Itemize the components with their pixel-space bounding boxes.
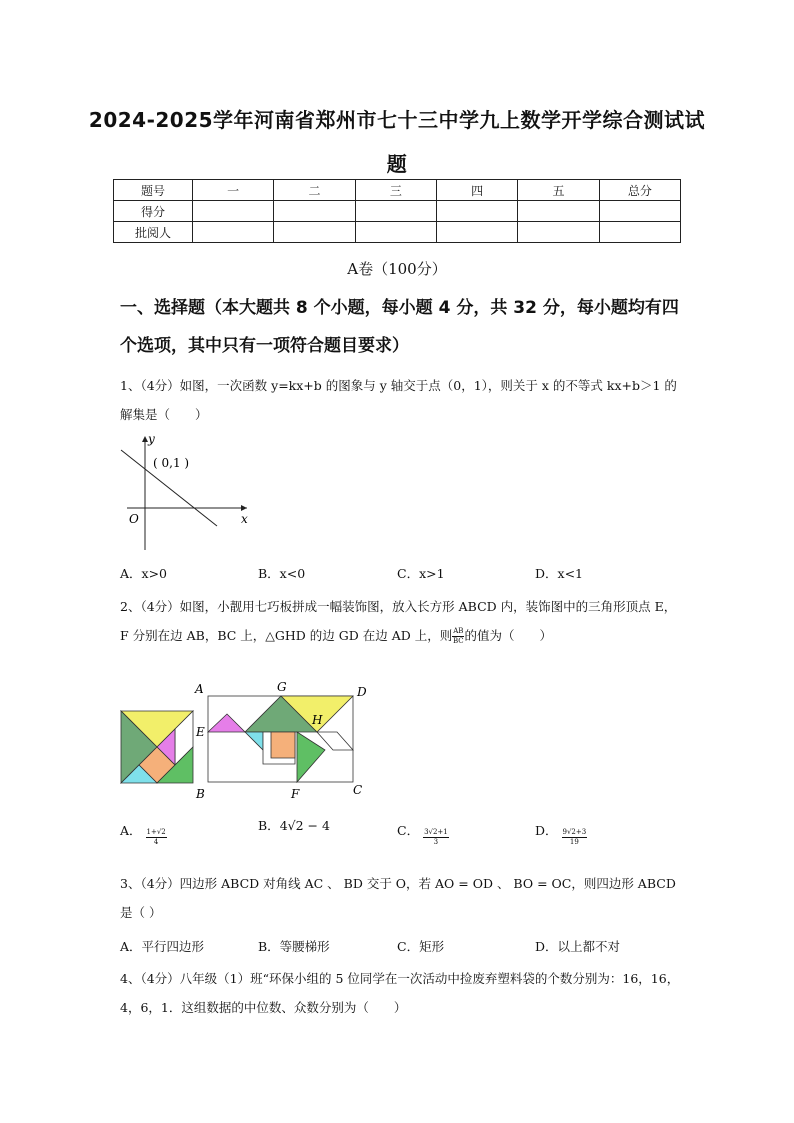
- table-cell: [599, 222, 680, 243]
- question-2-body: 2、（4分）如图，小靓用七巧板拼成一幅装饰图，放入长方形 ABCD 内，装饰图中的三角形顶点 E，F 分别在边 AB，BC 上，△GHD 的边 GD 在边 AD 上，则: [120, 599, 677, 643]
- x-axis-label: x: [241, 512, 248, 526]
- table-cell: [518, 222, 599, 243]
- question-2-tail: 的值为（ ）: [464, 628, 552, 643]
- q1-option-a: A．x>0: [120, 566, 168, 581]
- question-1-text: 1、（4分）如图，一次函数 y=kx+b 的图象与 y 轴交于点（0，1），则关于 x 的不等式 kx+b＞1 的解集是（ ）: [120, 378, 677, 422]
- label-d: D: [357, 685, 367, 699]
- q3-option-b: B．等腰梯形: [258, 939, 330, 954]
- doc-title-line1: 2024-2025学年河南省郑州市七十三中学九上数学开学综合测试试: [88, 108, 706, 132]
- q3-option-a: A．平行四边形: [120, 939, 205, 954]
- q2-tangram-figure: [115, 678, 375, 804]
- label-f: F: [291, 787, 300, 801]
- score-table: [113, 179, 681, 243]
- table-row: [114, 201, 681, 222]
- label-a: A: [195, 682, 204, 696]
- ratio-fraction: $\frac{AB}{BC}$: [453, 627, 464, 645]
- table-cell: [436, 201, 517, 222]
- label-h: H: [312, 713, 323, 727]
- q2-option-c: C． $\frac{3√2+1}{3}$: [397, 823, 448, 846]
- q1-option-c: C．x>1: [397, 566, 445, 581]
- table-cell: 四: [436, 180, 517, 201]
- table-cell: 题号: [114, 180, 193, 201]
- q3-option-d: D．以上都不对: [535, 939, 621, 954]
- label-e: E: [196, 725, 205, 739]
- table-cell: [355, 222, 436, 243]
- table-cell: [355, 201, 436, 222]
- table-row: [114, 222, 681, 243]
- table-cell: 三: [355, 180, 436, 201]
- table-cell: 批阅人: [114, 222, 193, 243]
- part1-heading: 一、选择题（本大题共 8 个小题，每小题 4 分，共 32 分，每小题均有四个选项，其中只有一项符合题目要求）: [120, 298, 679, 356]
- table-cell: 得分: [114, 201, 193, 222]
- label-c: C: [353, 783, 363, 797]
- table-cell: [436, 222, 517, 243]
- x-axis-arrow-icon: [241, 505, 247, 511]
- table-cell: [274, 222, 355, 243]
- label-g: G: [277, 680, 287, 694]
- y-axis-label: y: [148, 432, 155, 446]
- question-4-text: 4、（4分）八年级（1）班“环保小组的 5 位同学在一次活动中捡废弃塑料袋的个数分别为：16，16，4，6，1．这组数据的中位数、众数分别为（ ）: [120, 971, 680, 1015]
- q1-option-d: D．x<1: [535, 566, 583, 581]
- table-row: [114, 180, 681, 201]
- question-2-text: [120, 592, 680, 650]
- table-cell: 总分: [599, 180, 680, 201]
- tangram-square: [121, 711, 193, 783]
- origin-label: O: [129, 512, 139, 526]
- table-cell: [599, 201, 680, 222]
- tangram-decoration: [208, 696, 353, 782]
- table-cell: 二: [274, 180, 355, 201]
- table-cell: 五: [518, 180, 599, 201]
- table-cell: [193, 201, 274, 222]
- q1-graph-figure: [115, 432, 255, 552]
- table-cell: 一: [193, 180, 274, 201]
- q1-option-b: B．x<0: [258, 566, 306, 581]
- table-cell: [193, 222, 274, 243]
- question-3-text: 3、（4分）四边形 ABCD 对角线 AC 、 BD 交于 O，若 AO = OD 、 BO = OC，则四边形 ABCD 是（ ）: [120, 876, 676, 920]
- point-label: ( 0,1 ): [153, 456, 190, 470]
- doc-title-line2: 题: [386, 152, 408, 176]
- q2-option-a: A． $\frac{1+√2}{4}$: [120, 823, 166, 846]
- label-b: B: [196, 787, 205, 801]
- q2-option-b: B．4√2 − 4: [258, 818, 330, 833]
- q3-option-c: C．矩形: [397, 939, 445, 954]
- q2-option-d: D． $\frac{9√2+3}{19}$: [535, 823, 587, 846]
- table-cell: [274, 201, 355, 222]
- table-cell: [518, 201, 599, 222]
- section-a-heading: A卷（100分）: [347, 260, 447, 278]
